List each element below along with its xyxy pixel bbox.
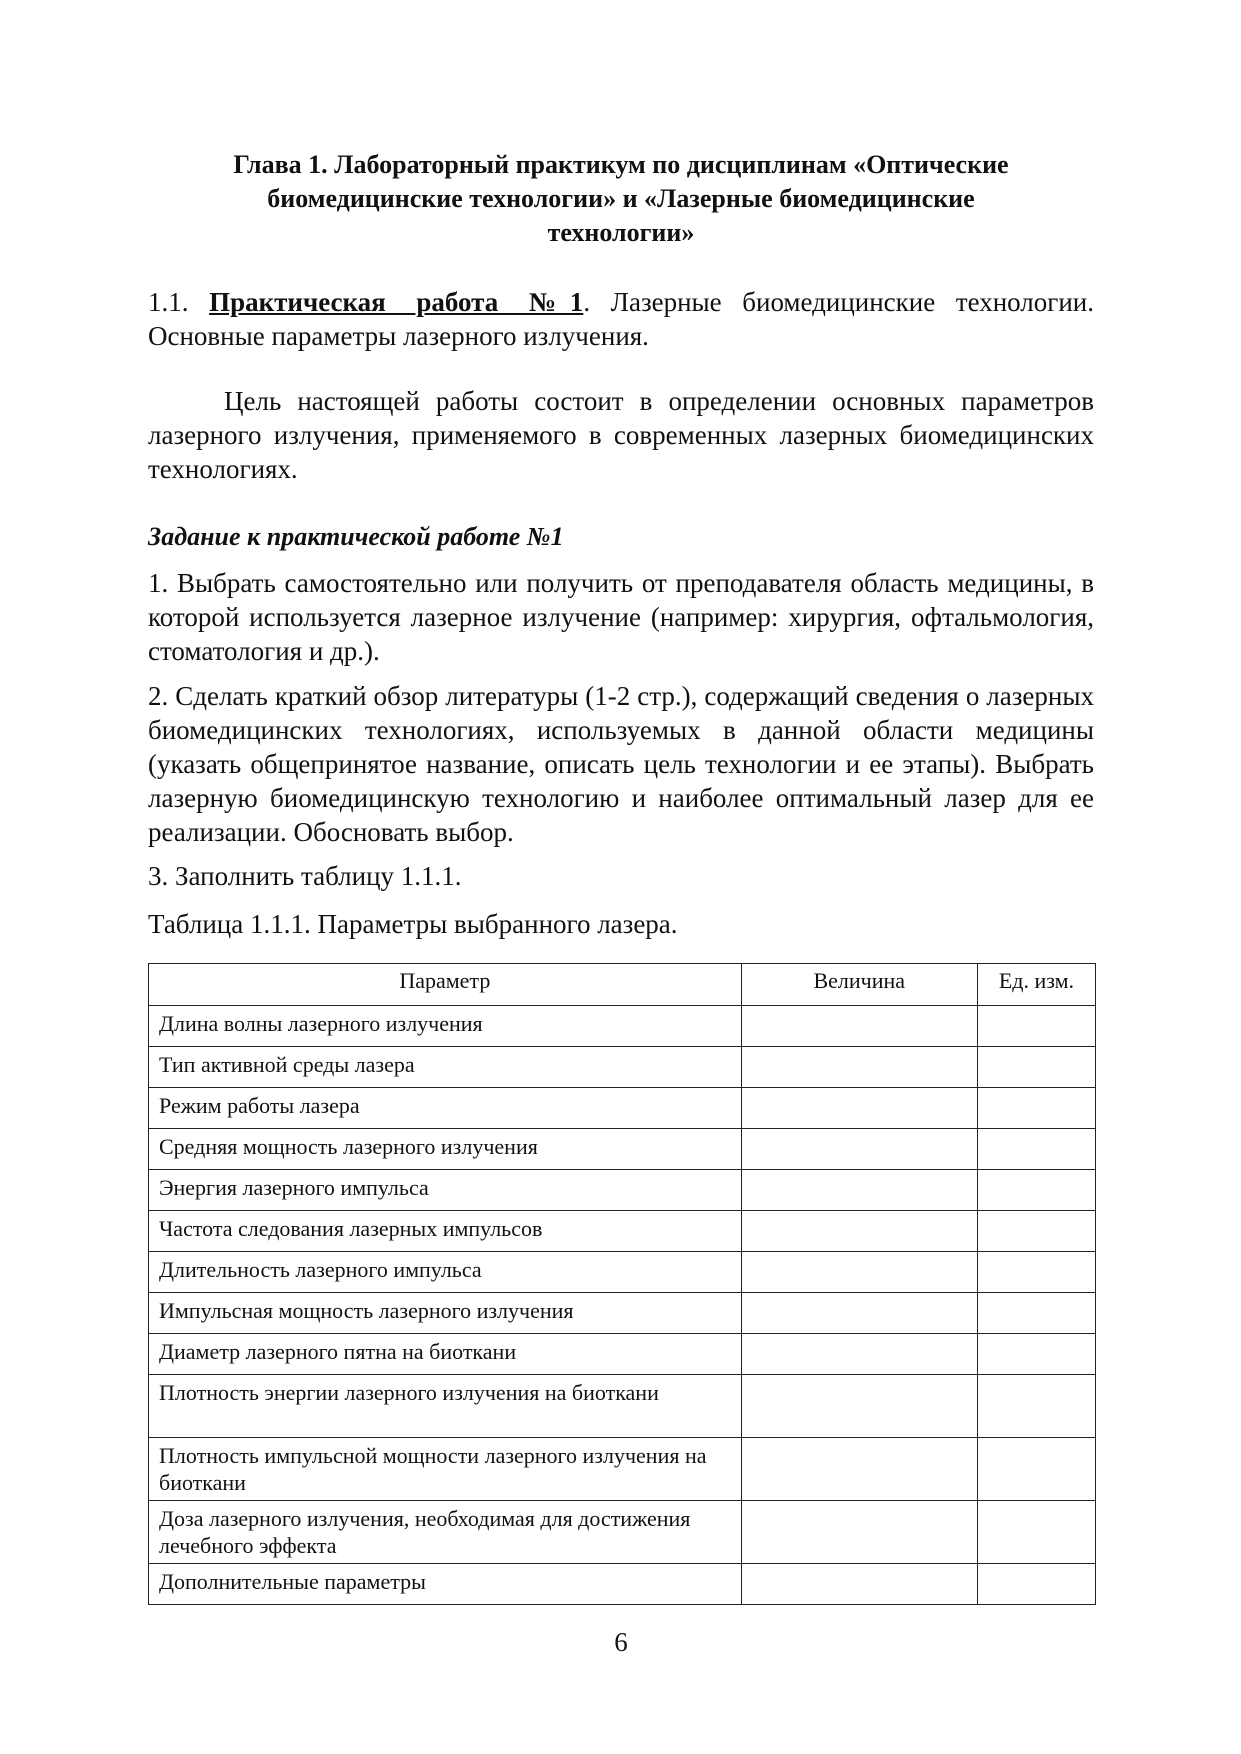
table-row	[149, 1252, 1096, 1293]
table-row	[149, 1501, 1096, 1564]
value-cell[interactable]	[741, 1047, 977, 1088]
unit-cell[interactable]	[977, 1375, 1095, 1438]
parameter-cell: Плотность энергии лазерного излучения на биоткани	[149, 1375, 742, 1438]
parameter-cell: Плотность импульсной мощности лазерного излучения на биоткани	[149, 1438, 742, 1501]
table-row	[149, 1375, 1096, 1438]
section-subtitle: . Лазерные биомедицинские технологии. Основные параметры лазерного излучения.	[148, 287, 1095, 351]
parameter-cell: Доза лазерного излучения, необходимая для достижения лечебного эффекта	[149, 1501, 742, 1564]
value-cell[interactable]	[741, 1006, 977, 1047]
value-cell[interactable]	[741, 1334, 977, 1375]
goal-paragraph: Цель настоящей работы состоит в определении основных параметров лазерного излучения, применяемого в современных лазерных биомедицинских технологиях.	[148, 386, 1094, 484]
table-row	[149, 1293, 1096, 1334]
header-value: Величина	[741, 964, 977, 1006]
unit-cell[interactable]	[977, 1088, 1095, 1129]
value-cell[interactable]	[741, 1252, 977, 1293]
parameter-cell: Длительность лазерного импульса	[149, 1252, 742, 1293]
chapter-title	[148, 148, 1094, 250]
task-heading: Задание к практической работе №1	[148, 522, 564, 551]
value-cell[interactable]	[741, 1129, 977, 1170]
value-cell[interactable]	[741, 1293, 977, 1334]
table-row	[149, 1047, 1096, 1088]
document-page	[148, 0, 1094, 1754]
header-parameter: Параметр	[149, 964, 742, 1006]
table-row	[149, 1088, 1096, 1129]
value-cell[interactable]	[741, 1211, 977, 1252]
unit-cell[interactable]	[977, 1438, 1095, 1501]
unit-cell[interactable]	[977, 1129, 1095, 1170]
page-number: 6	[614, 1627, 628, 1657]
table-row	[149, 1129, 1096, 1170]
header-unit: Ед. изм.	[977, 964, 1095, 1006]
unit-cell[interactable]	[977, 1006, 1095, 1047]
parameter-cell: Тип активной среды лазера	[149, 1047, 742, 1088]
unit-cell[interactable]	[977, 1170, 1095, 1211]
table-row	[149, 1564, 1096, 1605]
parameter-cell: Диаметр лазерного пятна на биоткани	[149, 1334, 742, 1375]
table-row	[149, 1170, 1096, 1211]
table-row	[149, 1334, 1096, 1375]
unit-cell[interactable]	[977, 1047, 1095, 1088]
section-number: 1.1.	[148, 287, 189, 317]
unit-cell[interactable]	[977, 1564, 1095, 1605]
table-caption: Таблица 1.1.1. Параметры выбранного лазера.	[148, 909, 678, 939]
chapter-title-line-2: биомедицинские технологии» и «Лазерные биомедицинские	[267, 184, 975, 213]
table-row	[149, 1006, 1096, 1047]
table-row	[149, 1211, 1096, 1252]
unit-cell[interactable]	[977, 1334, 1095, 1375]
task-item-3: 3. Заполнить таблицу 1.1.1.	[148, 861, 462, 891]
value-cell[interactable]	[741, 1564, 977, 1605]
unit-cell[interactable]	[977, 1501, 1095, 1564]
chapter-title-line-3: технологии»	[547, 218, 695, 247]
work-title: Практическая работа №1	[209, 287, 584, 317]
unit-cell[interactable]	[977, 1252, 1095, 1293]
parameter-cell: Энергия лазерного импульса	[149, 1170, 742, 1211]
parameter-cell: Режим работы лазера	[149, 1088, 742, 1129]
value-cell[interactable]	[741, 1375, 977, 1438]
task-item-2: 2. Сделать краткий обзор литературы (1-2 стр.), содержащий сведения о лазерных биомедицинских технологиях, используемых в данной области медицины (указать общепринятое название, описать цель технологии и ее этапы). Выбрать лазерную биомедицинскую технологию и наиболее оптимальный лазер для ее реализации. Обосновать выбор.	[148, 681, 1094, 847]
section-heading	[148, 285, 1094, 353]
parameter-cell: Импульсная мощность лазерного излучения	[149, 1293, 742, 1334]
value-cell[interactable]	[741, 1088, 977, 1129]
parameter-cell: Длина волны лазерного излучения	[149, 1006, 742, 1047]
parameter-cell: Средняя мощность лазерного излучения	[149, 1129, 742, 1170]
value-cell[interactable]	[741, 1170, 977, 1211]
parameter-cell: Дополнительные параметры	[149, 1564, 742, 1605]
task-item-1: 1. Выбрать самостоятельно или получить от преподавателя область медицины, в которой используется лазерное излучение (например: хирургия, офтальмология, стоматология и др.).	[148, 568, 1094, 666]
parameter-cell: Частота следования лазерных импульсов	[149, 1211, 742, 1252]
laser-parameters-table	[148, 963, 1096, 1605]
table-header-row	[149, 964, 1096, 1006]
unit-cell[interactable]	[977, 1293, 1095, 1334]
chapter-title-line-1: Глава 1. Лабораторный практикум по дисциплинам «Оптические	[233, 150, 1009, 179]
unit-cell[interactable]	[977, 1211, 1095, 1252]
value-cell[interactable]	[741, 1438, 977, 1501]
table-row	[149, 1438, 1096, 1501]
value-cell[interactable]	[741, 1501, 977, 1564]
